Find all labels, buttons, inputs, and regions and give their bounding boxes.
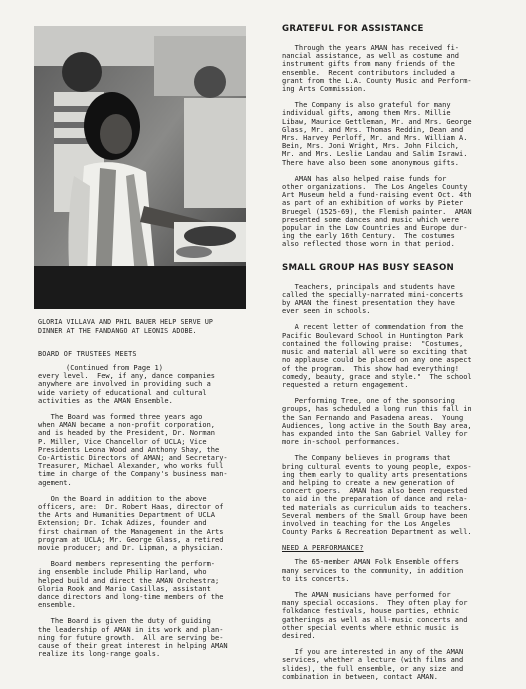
paragraph (282, 175, 514, 249)
text-line: of the program. This show had everything! (282, 364, 460, 373)
text-line: Pacific Boulevard School in Huntington Park (282, 331, 464, 340)
paragraph (282, 648, 514, 681)
text-line: The Board is given the duty of guiding (38, 617, 211, 626)
paragraph (282, 591, 514, 640)
text-line: Glass, Mr. and Mrs. Thomas Reddin, Dean and (282, 125, 464, 134)
text-line: groups, has scheduled a long run this fall in (282, 405, 472, 414)
paragraph (38, 495, 266, 552)
text-line: instrument gifts from many friends of the (282, 60, 455, 69)
text-line: Mr. and Mrs. Leslie Landau and Salim Israwi. (282, 150, 468, 159)
text-line: slides), the full ensemble, or any size and (282, 664, 464, 673)
paragraph (38, 413, 266, 487)
text-line: every level. Few, if any, dance companies (38, 372, 216, 381)
text-line: ning for future growth. All are serving be- (38, 633, 224, 642)
text-line: Teachers, principals and students have (282, 282, 455, 291)
photo-illustration (34, 26, 246, 309)
text-line: contained the following praise: "Costumes, (282, 339, 464, 348)
text-line: cause of their great interest in helping AMAN (38, 642, 228, 651)
text-line: helped build and direct the AMAN Orchestra; (38, 576, 220, 585)
text-line: realize its long-range goals. (38, 650, 161, 659)
text-line: presented some dances and music which were (282, 215, 460, 224)
text-line: Co-Artistic Directors of AMAN; and Secretary- (38, 454, 228, 463)
text-line: Through the years AMAN has received fi- (282, 44, 460, 52)
section-heading-small-group: SMALL GROUP HAS BUSY SEASON (282, 262, 455, 273)
paragraph (38, 617, 266, 658)
text-line: ensemble. Recent contributors included a (282, 68, 455, 77)
text-line: first chairman of the Management in the Arts (38, 527, 224, 536)
text-line: anywhere are involved in providing such a (38, 380, 211, 389)
text-line: Libaw, Maurice Gettleman, Mr. and Mrs. George (282, 117, 472, 126)
text-line: activities as the AMAN Ensemble. (38, 396, 173, 405)
text-line: wide variety of educational and cultural (38, 388, 207, 397)
text-line: grant from the L.A. County Music and Perform- (282, 76, 472, 85)
paragraph (38, 372, 266, 405)
text-line: no applause could be placed on any one aspect (282, 356, 472, 365)
text-line: ing ensemble include Philip Harland, who (38, 568, 207, 577)
paragraph (282, 558, 514, 583)
text-line: more in-school performances. (282, 438, 401, 447)
text-line: Extension; Dr. Ichak Adizes, founder and (38, 519, 207, 528)
text-line: County Parks & Recreation Department as well. (282, 528, 472, 537)
text-line: ted materials as curriculum aids to teachers. (282, 503, 472, 512)
section-heading-grateful: GRATEFUL FOR ASSISTANCE (282, 24, 424, 34)
left-column (38, 350, 266, 667)
text-line: Board members representing the perform- (38, 560, 216, 569)
text-line: by AMAN the finest presentation they have (282, 299, 455, 308)
text-line: the Arts and Humanities Department of UCLA (38, 511, 216, 520)
text-line: ever seen in schools. (282, 307, 371, 316)
text-line: AMAN has also helped raise funds for (282, 174, 447, 183)
caption-line: DINNER AT THE FANDANGO AT LEONIS ADOBE. (38, 327, 197, 335)
text-line: other organizations. The Los Angeles County (282, 183, 468, 192)
paragraph (282, 283, 514, 316)
text-line: program at UCLA; Mr. George Glass, a retired (38, 535, 224, 544)
text-line: The AMAN musicians have performed for (282, 590, 451, 599)
text-line: Art Museum held a fund-raising event Oct. 4th (282, 191, 472, 200)
text-line: concert goers. AMAN has also been requested (282, 487, 468, 496)
text-line: The 65-member AMAN Folk Ensemble offers (282, 558, 460, 567)
text-line: Performing Tree, one of the sponsoring (282, 397, 455, 406)
text-line: time in charge of the Company's business man- (38, 470, 228, 479)
paragraph (282, 101, 514, 167)
text-line: to aid in the preparation of dance and rela- (282, 495, 468, 504)
paragraph (282, 454, 514, 536)
text-line: The Company believes in programs that (282, 454, 451, 463)
paragraph (282, 397, 514, 446)
paragraph (282, 44, 514, 93)
board-meeting-heading: BOARD OF TRUSTEES MEETS (38, 350, 137, 358)
text-line: Bein, Mrs. Joni Wright, Mrs. John Filcich, (282, 142, 460, 151)
caption-line: GLORIA VILLAVA AND PHIL BAUER HELP SERVE UP (38, 318, 213, 326)
text-line: movie producer; and Dr. Lipman, a physician. (38, 544, 224, 553)
text-line: ing the early 16th Century. The costumes (282, 232, 455, 241)
text-line: Presidents Leona Wood and Anthony Shay, the (38, 445, 220, 454)
text-line: The Board was formed three years ago (38, 413, 203, 422)
text-line: The Company is also grateful for many (282, 101, 451, 110)
text-line: P. Miller, Vice Chancellor of UCLA; Vice (38, 437, 207, 446)
text-line: many services to the community, in addition (282, 566, 464, 575)
text-line: called the specially-narrated mini-concerts (282, 290, 464, 299)
text-line: dance directors and long-time members of the (38, 593, 224, 602)
text-line: also reflected those worn in that period. (282, 240, 455, 249)
text-line: ing them early to quality arts presentations (282, 470, 468, 479)
text-line: combination in between, contact AMAN. (282, 672, 438, 681)
text-line: gatherings as well as all-music concerts and (282, 615, 468, 624)
text-line: has expanded into the San Gabriel Valley for (282, 429, 468, 438)
text-line: the leadership of AMAN in its work and plan- (38, 625, 224, 634)
text-line: when AMAN became a non-profit corporation, (38, 421, 216, 430)
text-line: desired. (282, 631, 316, 640)
text-line: If you are interested in any of the AMAN (282, 648, 464, 657)
text-line: many special occasions. They often play for (282, 599, 468, 608)
text-line: Mrs. Harvey Perloff, Mr. and Mrs. William A. (282, 134, 468, 143)
paragraph (38, 560, 266, 609)
right-column (282, 24, 514, 689)
event-photo (34, 26, 246, 309)
text-line: comedy, beauty, grace and style." The school (282, 372, 472, 381)
text-line: Several members of the Small Group have been (282, 511, 468, 520)
text-line: and helping to create a new generation of (282, 478, 455, 487)
text-line: requested a return engagement. (282, 380, 409, 389)
text-line: the San Fernando and Pasadena areas. Young (282, 413, 464, 422)
text-line: bring cultural events to young people, expos- (282, 462, 472, 471)
photo-caption (38, 318, 248, 336)
text-line: ensemble. (38, 601, 76, 610)
text-line: On the Board in addition to the above (38, 494, 207, 503)
text-line: officers, are: Dr. Robert Haas, director of (38, 503, 224, 512)
text-line: A recent letter of commendation from the (282, 323, 464, 332)
text-line: individual gifts, among them Mrs. Millie (282, 109, 451, 118)
text-line: popular in the Low Countries and Europe dur- (282, 224, 468, 233)
text-line: Treasurer, Michael Alexander, who works full (38, 462, 224, 471)
text-line: other special events where ethnic music is (282, 623, 460, 632)
paragraph (282, 323, 514, 389)
text-line: and is headed by the President, Dr. Norman (38, 429, 216, 438)
text-line: as part of an exhibition of works by Pieter (282, 199, 464, 208)
text-line: folkdance festivals, house parties, ethnic (282, 607, 460, 616)
text-line: Gloria Rook and Mario Casillas, assistant (38, 584, 211, 593)
text-line: nancial assistance, as well as costume and (282, 52, 460, 61)
text-line: involved in teaching for the Los Angeles (282, 519, 451, 528)
text-line: There have also been some anonymous gifts. (282, 158, 460, 167)
text-line: services, whether a lecture (with films and (282, 656, 464, 665)
text-line: to its concerts. (282, 574, 350, 583)
text-line: Audiences, long active in the South Bay area, (282, 421, 472, 430)
section-heading-need-performance: NEED A PERFORMANCE? (282, 544, 364, 553)
text-line: music and material all were so exciting that (282, 348, 468, 357)
text-line: agement. (38, 478, 72, 487)
text-line: Bruegel (1525-69), the Flemish painter. AMAN (282, 207, 472, 216)
continued-note: (Continued from Page 1) (66, 364, 163, 372)
text-line: ing Arts Commission. (282, 85, 367, 94)
